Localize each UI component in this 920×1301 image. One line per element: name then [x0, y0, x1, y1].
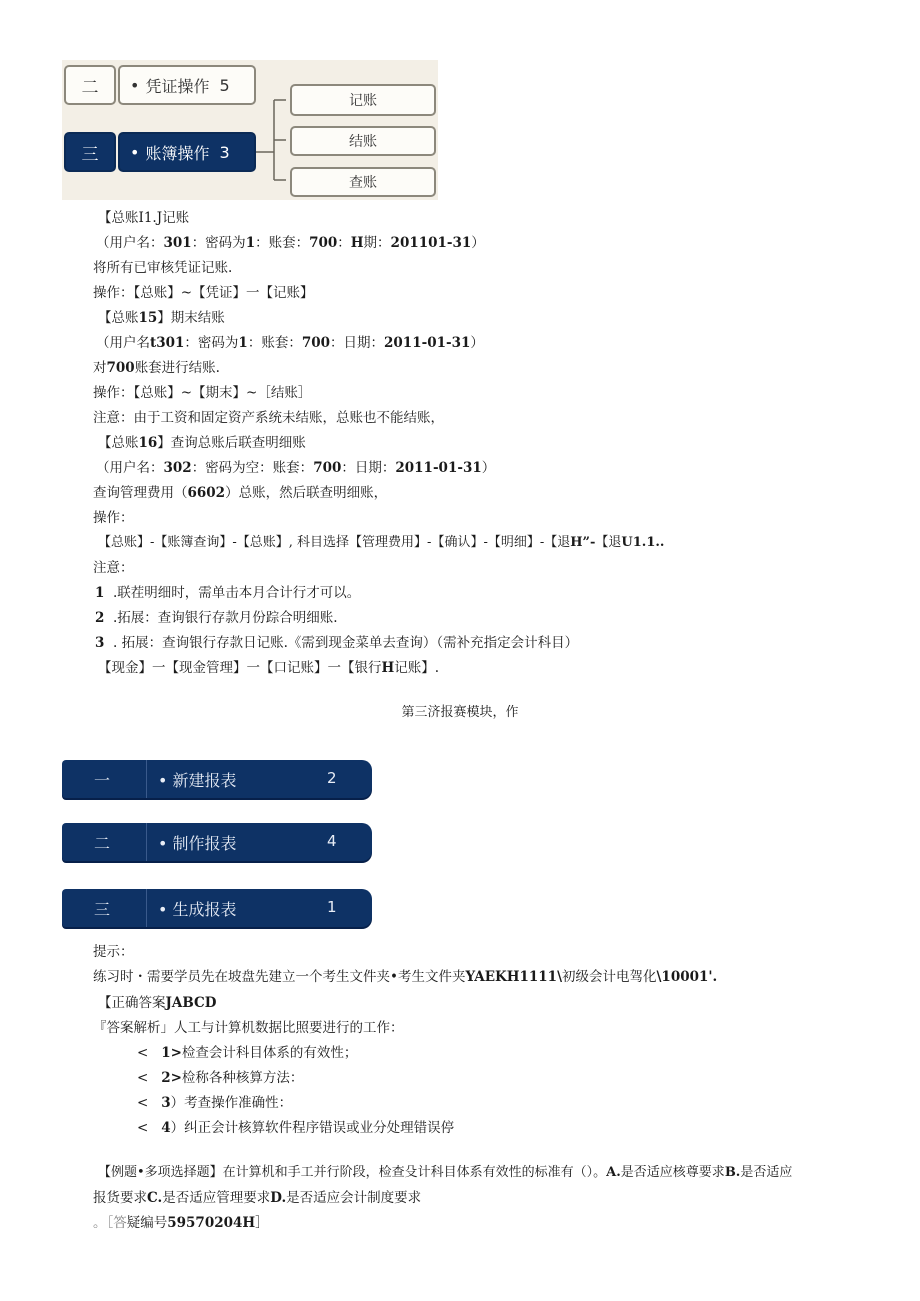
text: 疑编号 — [126, 1215, 168, 1231]
report-step-bar — [62, 823, 372, 861]
option-letter: C. — [147, 1190, 163, 1206]
item-number: 16 — [138, 435, 158, 451]
text: 操作：【总账】~【期末】~［结账］ — [93, 385, 312, 401]
option-letter: A. — [606, 1165, 621, 1180]
text: .联茬明细时，需单击本月合计行才可以。 — [113, 585, 361, 601]
step-number: 三 — [81, 144, 99, 165]
text: 【正确答案 — [98, 995, 166, 1011]
note-line — [93, 408, 444, 428]
example-question-cont — [93, 1188, 421, 1208]
text: 检查会计科目体系的有效性； — [181, 1045, 358, 1061]
item-number: 1 — [95, 585, 105, 601]
text: 是否适应管理要求 — [162, 1190, 271, 1206]
text: ） — [470, 335, 484, 351]
text: ）考查操作准确性： — [170, 1095, 293, 1111]
text: H — [381, 660, 395, 676]
text: 『答案解析」人工与计算机数据比照要进行的工作： — [93, 1020, 404, 1036]
divider — [146, 760, 147, 798]
voucher-operation-box — [118, 65, 256, 105]
step-label: 生成报表 — [172, 900, 237, 919]
operation-path — [93, 283, 314, 303]
text: 是否适应核尊要求 — [620, 1165, 725, 1180]
step-number: 二 — [81, 77, 99, 98]
date: 201101-31 — [390, 235, 472, 251]
text: . 拓展：查询银行存款日记账.《需到现金菜单去查询）（需补充指定会计科目） — [113, 635, 579, 651]
text: < — [137, 1070, 149, 1086]
ledger-operation-box — [118, 132, 256, 172]
hint-label — [93, 942, 134, 962]
username: 301 — [163, 235, 192, 251]
heading-period-closing — [98, 308, 225, 328]
leaf-label: 结账 — [349, 134, 377, 150]
step-count: 1 — [327, 898, 337, 916]
text: 是否适应 — [740, 1165, 793, 1180]
explanation-item — [137, 1093, 292, 1113]
text: ：日期： — [341, 460, 396, 476]
operation-path — [98, 533, 664, 553]
text: 注意： — [93, 560, 134, 576]
text: 查询管理费用（ — [93, 485, 188, 501]
instruction-line — [93, 258, 232, 278]
text: ）纠正会计核算软件程序错误或业分处理错误停 — [170, 1120, 455, 1136]
answer: JABCD — [165, 995, 217, 1011]
text: ：账套： — [247, 335, 302, 351]
step-number: 一 — [94, 771, 111, 790]
text: 【总账I1.J记账 — [98, 210, 190, 226]
item-number: 4 — [161, 1120, 171, 1136]
section-title — [0, 703, 920, 723]
correct-answer — [98, 993, 216, 1013]
text: 将所有已审核凭证记账. — [93, 260, 233, 276]
account-set: 700 — [301, 335, 331, 351]
hint-line — [93, 967, 717, 987]
text: ］ — [255, 1215, 269, 1231]
text: 操作：【总账】~【凭证】一【记账】 — [93, 285, 314, 301]
bullet: • — [158, 834, 168, 853]
leaf-label: 查账 — [349, 175, 377, 191]
text: ） — [471, 235, 485, 251]
step-label: 新建报表 — [172, 771, 237, 790]
username: t301 — [150, 335, 185, 351]
operation-label — [93, 508, 134, 528]
text: 练习时・需要学员先在坡盘先建立一个考生文件夹•考生文件夹 — [93, 969, 466, 985]
item-number: 2> — [161, 1070, 182, 1086]
text: 报货要求 — [93, 1190, 147, 1206]
text: （用户名 — [96, 335, 150, 351]
text: 【例题•多项选择题】在计算机和手工并行阶段，检查殳计科目体系有效性的标准有（）。 — [98, 1165, 607, 1180]
text: ） — [481, 460, 496, 476]
leaf-closing — [290, 126, 436, 156]
item-number: 3 — [95, 635, 105, 651]
text: 【退 — [595, 535, 622, 550]
account-code: 6602 — [187, 485, 226, 501]
item-number: 3 — [161, 1095, 171, 1111]
text: 。［答 — [93, 1215, 127, 1231]
text: ：密码为空：账套： — [191, 460, 314, 476]
option-letter: D. — [270, 1190, 287, 1206]
step-count: 2 — [327, 769, 337, 787]
text: 对 — [93, 360, 107, 376]
text: 提示： — [93, 944, 134, 960]
text: 账套进行结账. — [134, 360, 220, 376]
text: 检称各种核算方法： — [181, 1070, 304, 1086]
bullet: • — [158, 771, 168, 790]
login-info-line — [96, 233, 485, 253]
account-set: 700 — [313, 460, 342, 476]
text: （用户名： — [96, 235, 164, 251]
divider — [146, 823, 147, 861]
text: 】期末结账 — [157, 310, 225, 326]
step-number-box — [64, 65, 116, 105]
answer-explanation — [93, 1018, 404, 1038]
instruction-line — [93, 358, 220, 378]
step-number: 二 — [94, 834, 111, 853]
explanation-item — [137, 1043, 357, 1063]
date: 2011-01-31 — [384, 335, 471, 351]
text: 初级会计电驾化 — [562, 969, 657, 985]
leaf-label: 记账 — [349, 93, 377, 109]
note-item — [95, 633, 578, 653]
example-question — [98, 1163, 792, 1183]
text: 是否适应会计制度要求 — [286, 1190, 422, 1206]
step-count: 5 — [219, 75, 230, 95]
step-label: 账簿操作 — [145, 143, 210, 163]
text: 【总账 — [98, 435, 139, 451]
explanation-item — [137, 1068, 303, 1088]
text: 记账】. — [394, 660, 440, 676]
note-item — [95, 608, 338, 628]
text: 第三济报赛模块，作 — [401, 705, 519, 720]
bullet: • — [130, 142, 140, 162]
text: 【总账】-【账簿查询】-【总账】, 科目选择【管理费用】-【确认】-【明细】-【退 — [98, 535, 571, 550]
password: 1 — [238, 335, 248, 351]
password: 1 — [245, 235, 256, 251]
item-number: 15 — [138, 310, 158, 326]
leaf-query — [290, 167, 436, 197]
explanation-item — [137, 1118, 454, 1138]
text: .拓展：查询银行存款月份踪合明细账. — [113, 610, 338, 626]
account-set: 700 — [106, 360, 135, 376]
text: H”- — [570, 535, 596, 550]
operation-path — [98, 658, 439, 678]
text: ：账套： — [255, 235, 310, 251]
text: 注意：由于工资和固定资产系统未结账，总账也不能结账， — [93, 410, 444, 426]
item-number: 1> — [161, 1045, 182, 1061]
text: （用户名： — [96, 460, 164, 476]
text: H — [350, 235, 364, 251]
username: 302 — [163, 460, 192, 476]
text: 操作： — [93, 510, 134, 526]
folder-path: YAEKH1111\ — [465, 969, 562, 985]
report-step-bar — [62, 760, 372, 798]
text: ：日期： — [330, 335, 385, 351]
text: ： — [337, 235, 351, 251]
text: 期： — [363, 235, 391, 251]
report-step-bar — [62, 889, 372, 927]
text: ：密码为 — [191, 235, 246, 251]
operations-diagram — [62, 60, 438, 200]
text: ）总账，然后联查明细账， — [225, 485, 388, 501]
login-info-line — [96, 458, 495, 478]
text: U1.1.. — [621, 535, 665, 550]
text: < — [137, 1045, 149, 1061]
text: 【现金】一【现金管理】一【口记账】一【银行 — [98, 660, 382, 676]
heading-ledger-query — [98, 433, 306, 453]
step-count: 3 — [219, 142, 230, 162]
step-label: 制作报表 — [172, 834, 237, 853]
bullet: • — [130, 75, 140, 95]
text: 】查询总账后联查明细账 — [157, 435, 306, 451]
folder-path: \10001'. — [656, 969, 718, 985]
text: < — [137, 1120, 149, 1136]
option-letter: B. — [724, 1165, 741, 1180]
question-number: 59570204H — [167, 1215, 256, 1231]
note-label — [93, 558, 134, 578]
text: ：密码为 — [184, 335, 239, 351]
date: 2011-01-31 — [395, 460, 482, 476]
step-label: 凭证操作 — [145, 76, 210, 96]
question-id — [93, 1213, 269, 1233]
heading-bookkeeping — [98, 208, 189, 228]
instruction-line — [93, 483, 387, 503]
item-number: 2 — [95, 610, 105, 626]
step-count: 4 — [327, 832, 337, 850]
text: < — [137, 1095, 149, 1111]
report-module-diagram — [62, 758, 372, 930]
text: 【总账 — [98, 310, 139, 326]
divider — [146, 889, 147, 927]
operation-path — [93, 383, 311, 403]
step-number-box — [64, 132, 116, 172]
step-number: 三 — [94, 900, 111, 919]
login-info-line — [96, 333, 484, 353]
note-item — [95, 583, 360, 603]
bullet: • — [158, 900, 168, 919]
leaf-bookkeeping — [290, 84, 436, 116]
account-set: 700 — [309, 235, 338, 251]
